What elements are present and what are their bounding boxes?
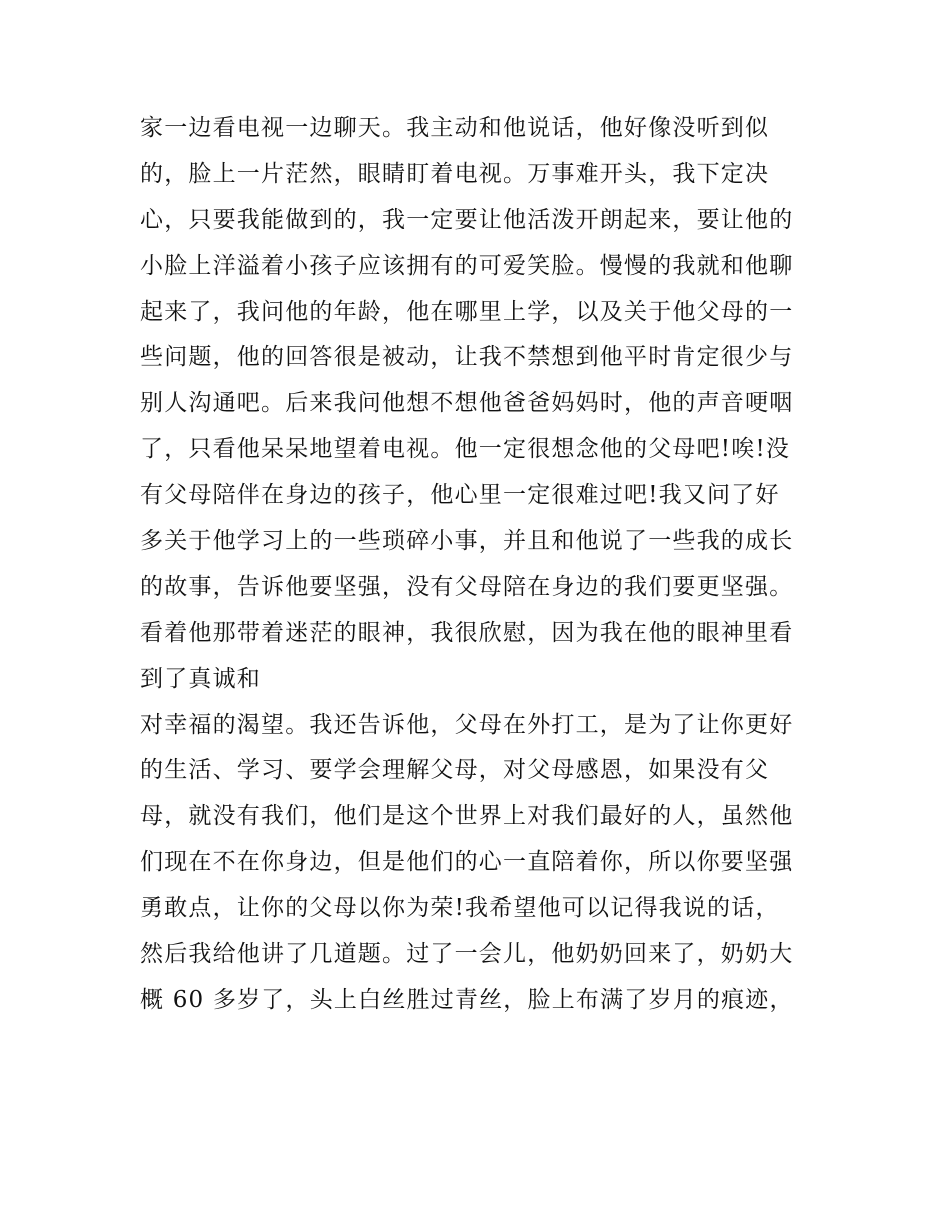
text-line: 勇敢点，让你的父母以你为荣!我希望他可以记得我说的话，	[140, 895, 780, 922]
text-line: 的，脸上一片茫然，眼睛盯着电视。万事难开头，我下定决	[140, 160, 770, 187]
text-line: 概 60 多岁了，头上白丝胜过青丝，脸上布满了岁月的痕迹，	[140, 986, 794, 1013]
text-line: 小脸上洋溢着小孩子应该拥有的可爱笑脸。慢慢的我就和他聊	[140, 252, 794, 279]
text-line: 心，只要我能做到的，我一定要让他活泼开朗起来，要让他的	[140, 206, 794, 233]
text-line: 的故事，告诉他要坚强，没有父母陪在身边的我们要更坚强。	[140, 573, 794, 600]
text-line: 家一边看电视一边聊天。我主动和他说话，他好像没听到似	[140, 115, 770, 141]
text-line: 然后我给他讲了几道题。过了一会儿，他奶奶回来了，奶奶大	[140, 941, 794, 968]
text-line: 的生活、学习、要学会理解父母，对父母感恩，如果没有父	[140, 757, 770, 784]
text-line: 些问题，他的回答很是被动，让我不禁想到他平时肯定很少与	[140, 344, 794, 371]
text-line: 母，就没有我们，他们是这个世界上对我们最好的人，虽然他	[140, 803, 794, 830]
body-text	[140, 106, 830, 1024]
text-line: 有父母陪伴在身边的孩子，他心里一定很难过吧!我又问了好	[140, 482, 780, 509]
text-line: 看着他那带着迷茫的眼神，我很欣慰，因为我在他的眼神里看	[140, 619, 794, 646]
text-line: 多关于他学习上的一些琐碎小事，并且和他说了一些我的成长	[140, 528, 794, 555]
text-line: 们现在不在你身边，但是他们的心一直陪着你，所以你要坚强	[140, 849, 794, 876]
text-line: 对幸福的渴望。我还告诉他，父母在外打工，是为了让你更好	[140, 711, 794, 738]
text-line: 了，只看他呆呆地望着电视。他一定很想念他的父母吧!唉!没	[140, 436, 791, 463]
text-line: 别人沟通吧。后来我问他想不想他爸爸妈妈时，他的声音哽咽	[140, 390, 794, 417]
text-line: 到了真诚和	[140, 665, 261, 692]
text-line: 起来了，我问他的年龄，他在哪里上学，以及关于他父母的一	[140, 298, 794, 325]
